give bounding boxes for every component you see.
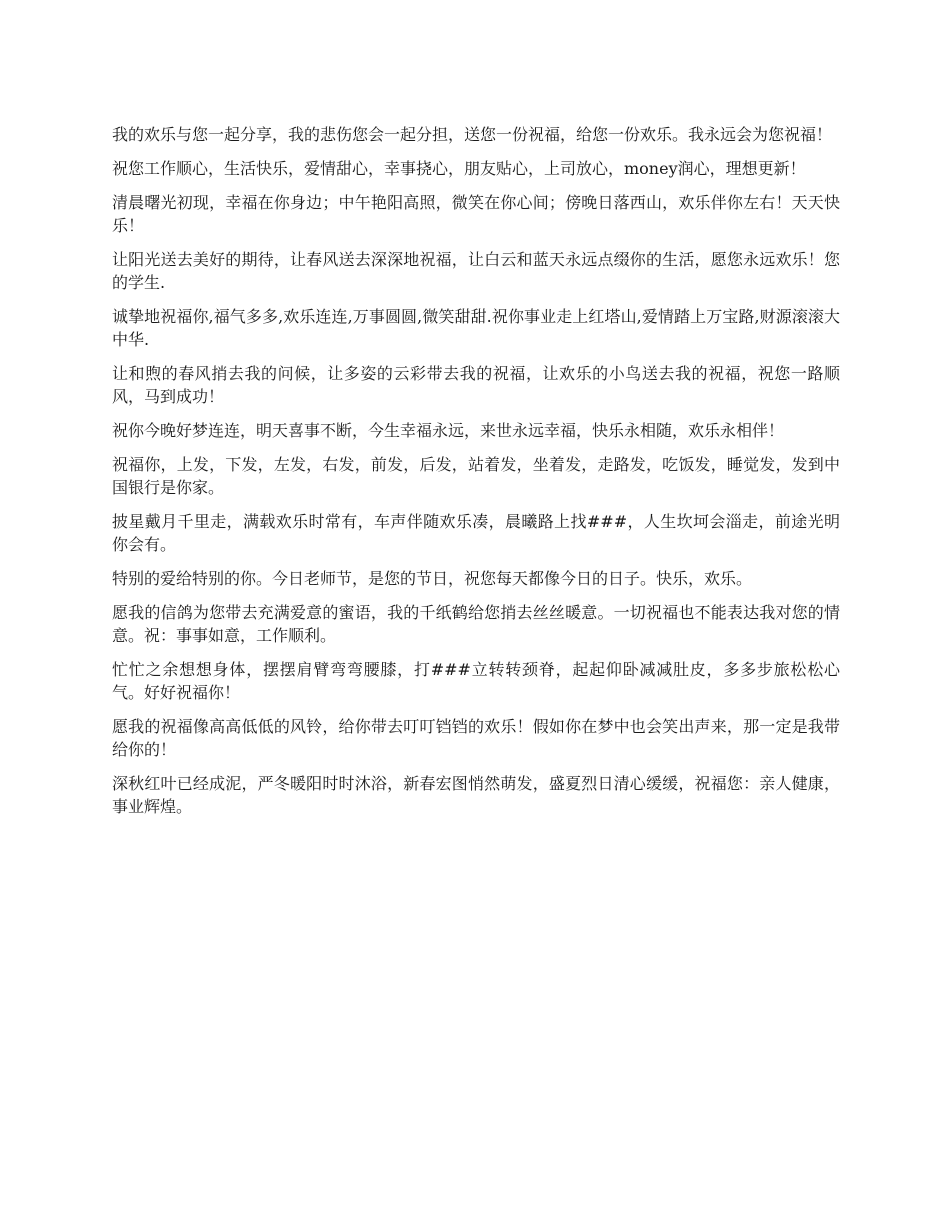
paragraph: 诚挚地祝福你,福气多多,欢乐连连,万事圆圆,微笑甜甜.祝你事业走上红塔山,爱情踏上万宝路,财源滚滚大中华. [112, 307, 840, 349]
paragraph: 忙忙之余想想身体，摆摆肩臂弯弯腰膝，打###立转转颈脊，起起仰卧减减肚皮，多多步旅松松心气。好好祝福你！ [112, 660, 840, 702]
paragraph: 我的欢乐与您一起分享，我的悲伤您会一起分担，送您一份祝福，给您一份欢乐。我永远会为您祝福！ [112, 125, 833, 144]
paragraph: 深秋红叶已经成泥，严冬暖阳时时沐浴，新春宏图悄然萌发，盛夏烈日清心缓缓，祝福您：亲人健康，事业辉煌。 [112, 774, 840, 816]
document-body [112, 123, 840, 829]
paragraph: 祝福你，上发，下发，左发，右发，前发，后发，站着发，坐着发，走路发，吃饭发，睡觉发，发到中国银行是你家。 [112, 455, 840, 497]
paragraph: 祝你今晚好梦连连，明天喜事不断，今生幸福永远，来世永远幸福，快乐永相随，欢乐永相伴！ [112, 421, 785, 440]
paragraph: 让和煦的春风捎去我的问候，让多姿的云彩带去我的祝福，让欢乐的小鸟送去我的祝福，祝您一路顺风，马到成功！ [112, 364, 840, 406]
paragraph: 清晨曙光初现，幸福在你身边；中午艳阳高照，微笑在你心间；傍晚日落西山，欢乐伴你左右！天天快乐！ [112, 193, 840, 235]
paragraph: 让阳光送去美好的期待，让春风送去深深地祝福，让白云和蓝天永远点缀你的生活，愿您永远欢乐！您的学生. [112, 250, 840, 292]
paragraph: 特别的爱给特别的你。今日老师节，是您的节日，祝您每天都像今日的日子。快乐，欢乐。 [112, 569, 753, 588]
paragraph: 愿我的祝福像高高低低的风铃，给你带去叮叮铛铛的欢乐！假如你在梦中也会笑出声来，那一定是我带给你的！ [112, 717, 840, 759]
paragraph: 祝您工作顺心，生活快乐，爱情甜心，幸事挠心，朋友贴心，上司放心，money润心，理想更新！ [112, 159, 806, 178]
paragraph: 披星戴月千里走，满载欢乐时常有，车声伴随欢乐凑，晨曦路上找###，人生坎坷会淄走，前途光明你会有。 [112, 512, 840, 554]
paragraph: 愿我的信鸽为您带去充满爱意的蜜语，我的千纸鹤给您捎去丝丝暖意。一切祝福也不能表达我对您的情意。祝：事事如意，工作顺利。 [112, 603, 840, 645]
